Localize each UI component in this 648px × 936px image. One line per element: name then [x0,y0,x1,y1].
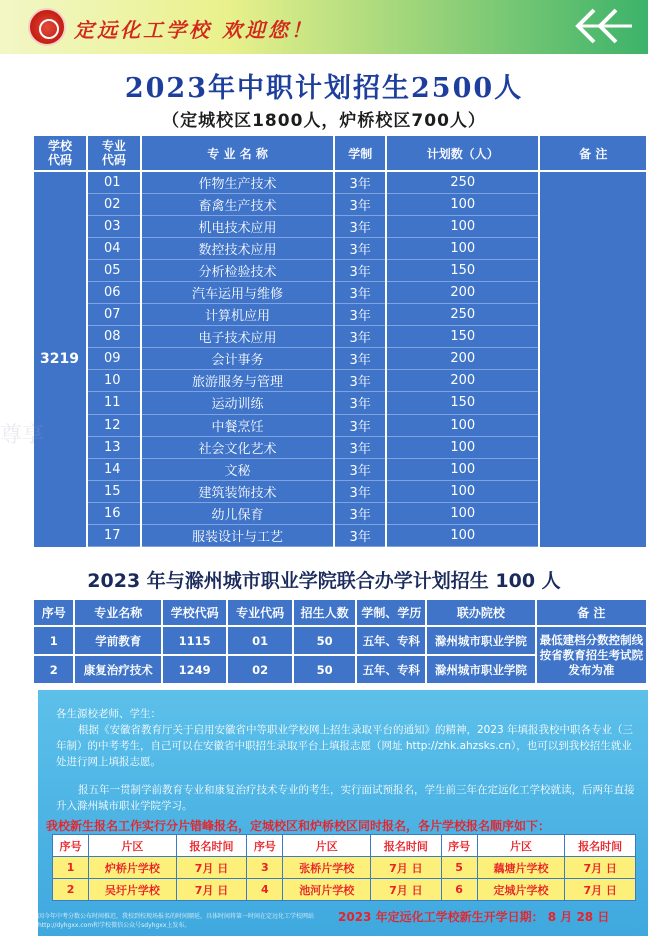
table-header-cell: 备 注 [537,600,646,625]
system-cell: 3年 [335,172,385,194]
schedule-no-cell: 3 [247,857,283,879]
system-cell: 3年 [335,525,385,547]
major-name-cell: 中餐烹饪 [142,415,333,437]
plan-cell: 150 [387,392,538,414]
start-date: 2023 年定远化工学校新生开学日期： 8 月 28 日 [338,910,610,924]
plan-cell: 200 [387,370,538,392]
plan-cell: 150 [387,326,538,348]
header-system: 学制 [335,136,385,172]
table-cell: 滁州城市职业学院 [427,656,534,683]
major-code-cell: 03 [88,216,140,238]
school-logo [28,8,66,46]
enrollment-plan-table [32,136,648,547]
major-code-cell: 09 [88,348,140,370]
schedule-area-cell: 张桥片学校 [283,857,371,879]
table-cell: 1 [34,627,73,654]
table-cell: 02 [228,656,291,683]
major-name-cell: 建筑装饰技术 [142,481,333,503]
table-header-cell: 片区 [477,835,565,857]
major-code-cell: 15 [88,481,140,503]
schedule-time-cell: 7月 日 [371,879,442,901]
plan-cell: 250 [387,304,538,326]
schedule-area-cell: 定城片学校 [477,879,565,901]
major-code-cell: 02 [88,194,140,216]
table-header-cell: 报名时间 [565,835,636,857]
major-name-cell: 汽车运用与维修 [142,282,333,304]
footnote: 因今年中考分数公布时间推迟，我校到校现场报名的时间顺延，具体时间将第一时间在定远化工学校网站http://dyhgxx.com和学校微信公众号sdyhgxx上发布。 [38,913,315,929]
major-name-cell: 服装设计与工艺 [142,525,333,547]
table-cell: 50 [294,627,356,654]
major-code-cell: 01 [88,172,140,194]
table-header-cell: 片区 [283,835,371,857]
header-school-code: 学校 代码 [34,136,86,172]
major-code-cell: 14 [88,459,140,481]
system-cell: 3年 [335,216,385,238]
major-code-cell: 12 [88,415,140,437]
joint-program-table [32,598,648,685]
major-code-cell: 13 [88,437,140,459]
plan-cell: 250 [387,172,538,194]
major-code-cell: 04 [88,238,140,260]
table-cell: 学前教育 [75,627,160,654]
schedule-area-cell: 吴圩片学校 [89,879,177,901]
schedule-no-cell: 2 [53,879,89,901]
schedule-area-cell: 炉桥片学校 [89,857,177,879]
major-code-cell: 06 [88,282,140,304]
major-name-cell: 社会文化艺术 [142,437,333,459]
schedule-area-cell: 藕塘片学校 [477,857,565,879]
plan-cell: 100 [387,238,538,260]
page-title: 2023年中职计划招生2500人 [124,73,524,104]
major-name-cell: 运动训练 [142,392,333,414]
table-cell: 2 [34,656,73,683]
page-subtitle: （定城校区1800人，炉桥校区700人） [162,111,486,131]
major-code-cell: 16 [88,503,140,525]
banner-welcome-text: 定远化工学校 欢迎您！ [74,18,314,42]
major-name-cell: 分析检验技术 [142,260,333,282]
system-cell: 3年 [335,459,385,481]
schedule-no-cell: 5 [441,857,477,879]
system-cell: 3年 [335,304,385,326]
plan-cell: 100 [387,525,538,547]
header-major-name: 专 业 名 称 [142,136,333,172]
notice-paragraph-1: 根据《安徽省教育厅关于启用安徽省中等职业学校网上招生录取平台的通知》的精神，2023 年填报我校中职各专业（三年制）的中考考生，自己可以在安徽省中职招生录取平台上填报志愿（网址 http://zhk.ahzsks.cn），也可以到我校招生就业处进行网上填报志愿。 [56,724,634,768]
table-header-cell: 片区 [89,835,177,857]
plan-cell: 100 [387,437,538,459]
notice-greeting: 各生源校老师、学生： [56,708,161,720]
header-plan: 计划数（人） [387,136,538,172]
system-cell: 3年 [335,326,385,348]
table-cell: 01 [228,627,291,654]
major-name-cell: 畜禽生产技术 [142,194,333,216]
plan-cell: 100 [387,415,538,437]
schedule-area-cell: 池河片学校 [283,879,371,901]
table-cell: 五年、专科 [357,627,425,654]
table-row [53,857,636,879]
major-name-cell: 旅游服务与管理 [142,370,333,392]
table-header-cell: 序号 [53,835,89,857]
major-name-cell: 文秘 [142,459,333,481]
plan-cell: 200 [387,348,538,370]
table-header-cell: 序号 [34,600,73,625]
table-row [34,627,646,654]
system-cell: 3年 [335,415,385,437]
plan-cell: 100 [387,503,538,525]
header-banner [0,0,648,54]
schedule-time-cell: 7月 日 [176,879,247,901]
table-header-cell: 学校代码 [163,600,226,625]
table-header-cell: 报名时间 [176,835,247,857]
major-code-cell: 17 [88,525,140,547]
table-header-cell: 序号 [441,835,477,857]
table-cell: 1249 [163,656,226,683]
table-cell: 五年、专科 [357,656,425,683]
system-cell: 3年 [335,238,385,260]
schedule-no-cell: 6 [441,879,477,901]
table-row [53,879,636,901]
schedule-no-cell: 4 [247,879,283,901]
major-name-cell: 作物生产技术 [142,172,333,194]
arrows-icon [554,6,634,46]
system-cell: 3年 [335,437,385,459]
watermark: 尊享 [0,423,45,448]
major-name-cell: 计算机应用 [142,304,333,326]
schedule-no-cell: 1 [53,857,89,879]
admission-note-cell: 最低建档分数控制线按省教育招生考试院发布为准 [537,627,646,683]
table-header-cell: 专业名称 [75,600,160,625]
major-code-cell: 05 [88,260,140,282]
major-name-cell: 数控技术应用 [142,238,333,260]
registration-schedule-table [52,834,636,901]
major-code-cell: 10 [88,370,140,392]
table-cell: 滁州城市职业学院 [427,627,534,654]
table-cell: 50 [294,656,356,683]
table-header-cell: 学制、学历 [357,600,425,625]
notice-paragraph-2: 报五年一贯制学前教育专业和康复治疗技术专业的考生，实行面试预报名，学生前三年在定远化工学校就读，后两年直接升入滁州城市职业学院学习。 [56,784,635,812]
major-code-cell: 08 [88,326,140,348]
table-header-cell: 专业代码 [228,600,291,625]
table-header-row [34,600,646,625]
header-major-code: 专业 代码 [88,136,140,172]
system-cell: 3年 [335,481,385,503]
table-header-cell: 招生人数 [294,600,356,625]
table-header-cell: 报名时间 [371,835,442,857]
system-cell: 3年 [335,348,385,370]
notice-section [38,690,648,936]
school-code-cell: 3219 [34,172,86,547]
schedule-time-cell: 7月 日 [371,857,442,879]
plan-cell: 100 [387,459,538,481]
header-note: 备 注 [540,136,646,172]
table-header-row [34,136,646,172]
schedule-time-cell: 7月 日 [176,857,247,879]
system-cell: 3年 [335,392,385,414]
plan-cell: 100 [387,216,538,238]
system-cell: 3年 [335,194,385,216]
note-cell [540,172,646,547]
table-row [34,172,646,194]
joint-program-title: 2023 年与滁州城市职业学院联合办学计划招生 100 人 [87,570,561,592]
schedule-time-cell: 7月 日 [565,879,636,901]
major-name-cell: 会计事务 [142,348,333,370]
registration-order-heading: 我校新生报名工作实行分片错峰报名，定城校区和炉桥校区同时报名，各片学校报名顺序如下： [46,819,551,833]
major-name-cell: 电子技术应用 [142,326,333,348]
table-header-cell: 序号 [247,835,283,857]
major-code-cell: 07 [88,304,140,326]
plan-cell: 150 [387,260,538,282]
schedule-time-cell: 7月 日 [565,857,636,879]
table-cell: 康复治疗技术 [75,656,160,683]
table-header-row [53,835,636,857]
table-cell: 1115 [163,627,226,654]
plan-cell: 200 [387,282,538,304]
major-name-cell: 机电技术应用 [142,216,333,238]
major-name-cell: 幼儿保育 [142,503,333,525]
system-cell: 3年 [335,282,385,304]
major-code-cell: 11 [88,392,140,414]
system-cell: 3年 [335,503,385,525]
table-header-cell: 联办院校 [427,600,534,625]
system-cell: 3年 [335,370,385,392]
plan-cell: 100 [387,194,538,216]
system-cell: 3年 [335,260,385,282]
plan-cell: 100 [387,481,538,503]
